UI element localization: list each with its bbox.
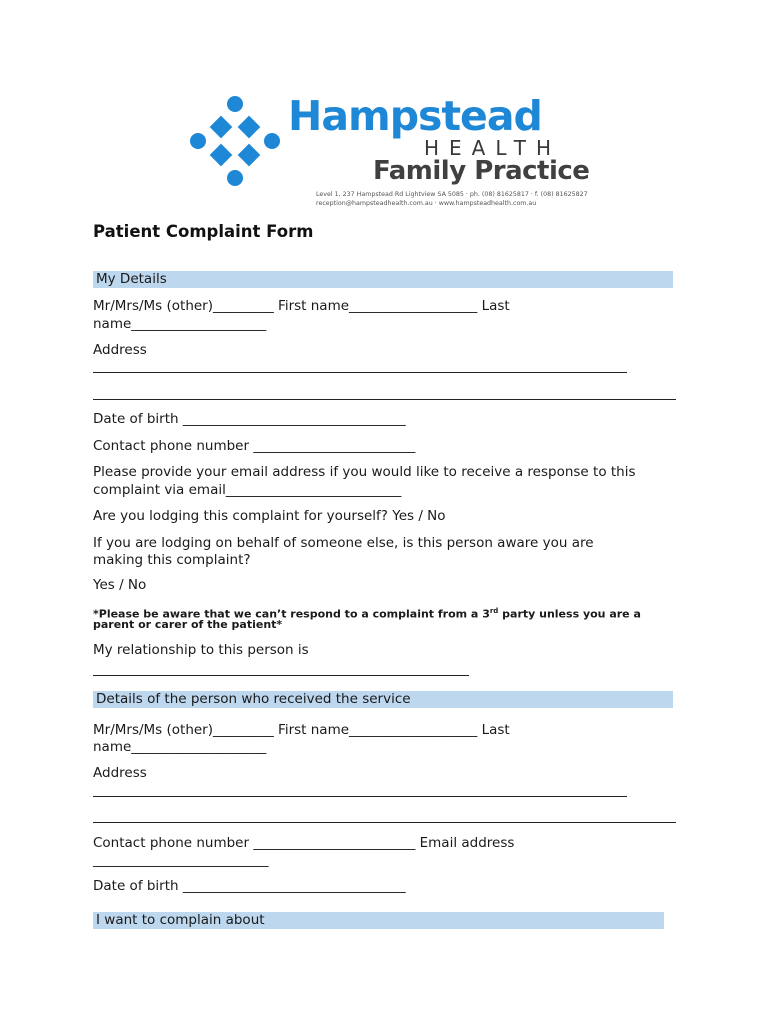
- contact-line-1: Level 1, 237 Hampstead Rd Lightview SA 5085 · ph. (08) 81625817 · f. (08) 81625827: [316, 191, 588, 198]
- address-line-1a[interactable]: [93, 372, 627, 373]
- section-heading-my-details: My Details: [93, 271, 673, 288]
- phone-field-1[interactable]: Contact phone number ________________________: [93, 438, 416, 454]
- section-heading-complaint: I want to complain about: [93, 912, 664, 929]
- page-title: Patient Complaint Form: [93, 222, 314, 241]
- notice-text-b: party unless you are a: [498, 607, 641, 621]
- third-party-notice-cont: parent or carer of the patient*: [93, 618, 283, 631]
- behalf-question-cont: making this complaint?: [93, 552, 251, 568]
- email-field-2[interactable]: __________________________: [93, 852, 269, 868]
- brand-contact: [316, 190, 588, 208]
- dob-field-1[interactable]: Date of birth _________________________________: [93, 411, 406, 427]
- section-heading-service-recipient: Details of the person who received the service: [93, 691, 673, 708]
- phone-email-field-2[interactable]: Contact phone number ________________________ Email address: [93, 835, 515, 851]
- relationship-label: My relationship to this person is: [93, 642, 309, 658]
- brand-practice: Family Practice: [373, 156, 590, 186]
- behalf-question: If you are lodging on behalf of someone else, is this person aware you are: [93, 535, 594, 551]
- practice-logo: [188, 94, 588, 212]
- name-field-2-cont[interactable]: name____________________: [93, 739, 267, 755]
- address-label-1: Address: [93, 342, 147, 358]
- self-lodging-question[interactable]: Are you lodging this complaint for yourself? Yes / No: [93, 508, 446, 524]
- address-line-2a[interactable]: [93, 796, 627, 797]
- cross-logo-icon: [188, 94, 282, 188]
- dob-field-2[interactable]: Date of birth _________________________________: [93, 878, 406, 894]
- address-line-2b[interactable]: [93, 822, 676, 823]
- behalf-yes-no[interactable]: Yes / No: [93, 577, 147, 593]
- relationship-line[interactable]: [93, 675, 469, 676]
- notice-sup: rd: [489, 607, 499, 615]
- name-field-2[interactable]: Mr/Mrs/Ms (other)_________ First name___________________ Last: [93, 722, 510, 738]
- name-field-1-cont[interactable]: name____________________: [93, 316, 267, 332]
- notice-text-a: *Please be aware that we can’t respond to a complaint from a 3: [93, 607, 490, 621]
- address-label-2: Address: [93, 765, 147, 781]
- brand-health: HEALTH: [424, 136, 562, 160]
- email-prompt: Please provide your email address if you would like to receive a response to this: [93, 464, 636, 480]
- brand-name: Hampstead: [288, 92, 542, 140]
- email-field[interactable]: complaint via email__________________________: [93, 482, 402, 498]
- address-line-1b[interactable]: [93, 399, 676, 400]
- name-field-1[interactable]: Mr/Mrs/Ms (other)_________ First name___________________ Last: [93, 298, 510, 314]
- contact-line-2: reception@hampsteadhealth.com.au · www.hampsteadhealth.com.au: [316, 200, 537, 207]
